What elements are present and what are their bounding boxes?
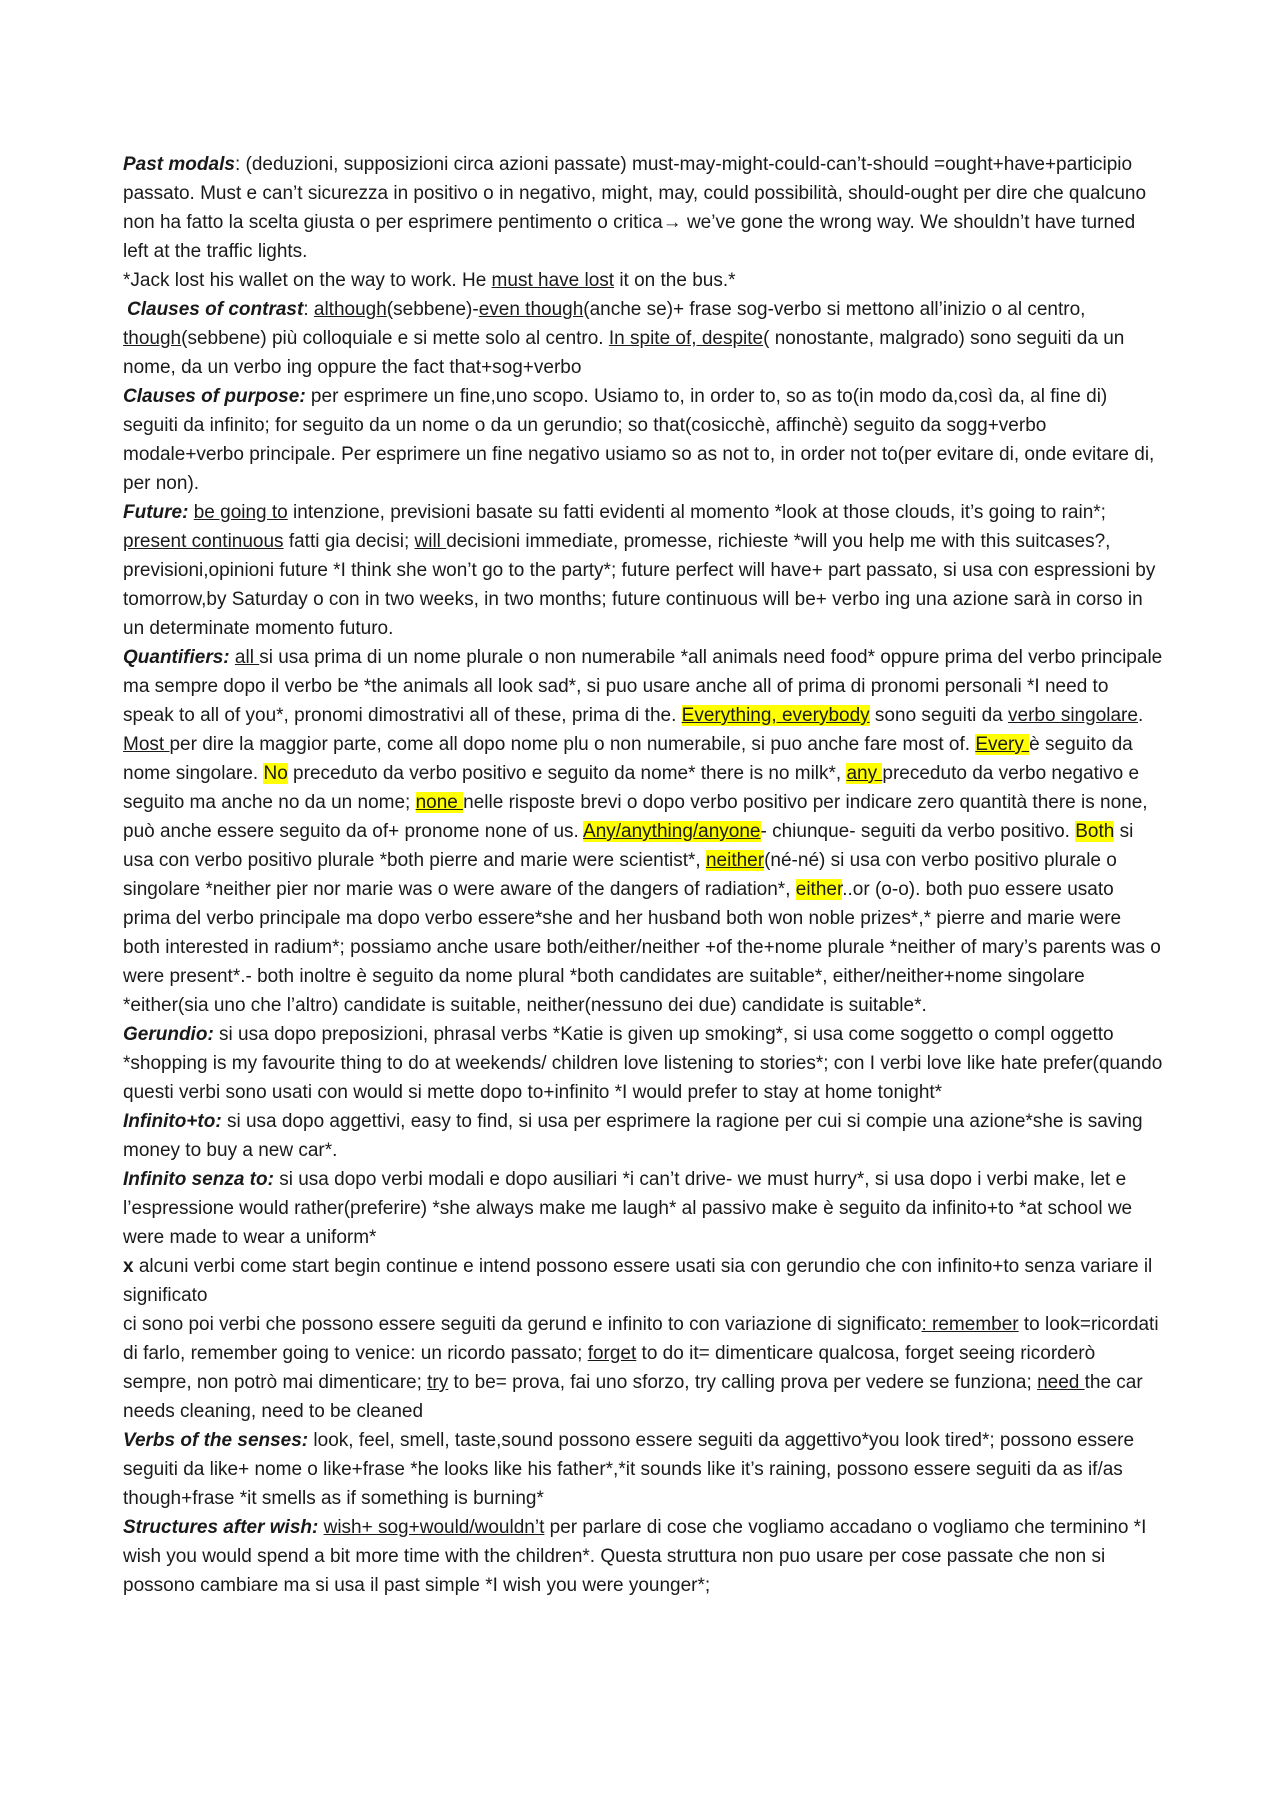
highlighted-term: No — [263, 763, 288, 784]
text-run: - chiunque- seguiti da verbo positivo. — [760, 821, 1076, 842]
underlined-term: Most — [123, 734, 170, 755]
text-run: preceduto da verbo negativo e seguito ma anche no da un nome; — [123, 763, 1140, 813]
underlined-term: need — [1037, 1372, 1085, 1393]
text-run: è seguito da nome singolare. — [123, 734, 1133, 784]
text-run: decisioni immediate, promesse, richieste *will you help me with this suitcases?, previsioni,opinioni future *I think she won’t go to the party*; future perfect will have+ part passato, si usa con espressioni by tomorrow,by Saturday o con in two weeks, in two months; future continuous will be+ verbo ing una azione sarà in corso in un determinate momento futuro. — [123, 531, 1156, 639]
section-heading: Infinito senza to: — [123, 1169, 274, 1190]
para-past-modals — [123, 150, 1163, 266]
text-run: (anche se)+ frase sog-verbo si mettono all’inizio o al centro, — [583, 299, 1086, 320]
text-run: si usa prima di un nome plurale o non numerabile *all animals need food* oppure prima del verbo principale ma sempre dopo il verbo be *the animals all look sad*, si puo usare anche all of prima di pronomi personali *I need to speak to all of you*, pronomi dimostrativi all of these, prima di the. — [123, 647, 1163, 726]
para-clauses-of-contrast — [123, 295, 1163, 382]
section-heading: Verbs of the senses: — [123, 1430, 309, 1451]
underlined-term: present continuous — [123, 531, 284, 552]
text-run: (né-né) si usa con verbo positivo plurale o singolare *neither pier nor marie was o were aware of the dangers of radiation*, — [123, 850, 1117, 900]
text-run: intenzione, previsioni basate su fatti evidenti al momento *look at those clouds, it’s going to rain*; — [287, 502, 1106, 523]
highlighted-term: Both — [1075, 821, 1115, 842]
para-past-modals-example — [123, 266, 1163, 295]
para-verbs-variation — [123, 1310, 1163, 1426]
para-quantifiers — [123, 643, 1163, 1020]
underlined-term: wish+ sog+would/wouldn’t — [323, 1517, 545, 1538]
section-heading: Clauses of contrast — [127, 299, 304, 320]
text-run: si usa dopo verbi modali e dopo ausiliari *i can’t drive- we must hurry*, si usa dopo i verbi make, let e l’espressione would rather(preferire) *she always make me laugh* al passivo make è seguito da infinito+to *at school we were made to wear a uniform* — [123, 1169, 1133, 1248]
text-run: si usa con verbo positivo plurale *both pierre and marie were scientist*, — [123, 821, 1134, 871]
section-heading: Quantifiers: — [123, 647, 230, 668]
text-run: preceduto da verbo positivo e seguito da nome* there is no milk*, — [287, 763, 847, 784]
section-heading: Clauses of purpose: — [123, 386, 306, 407]
para-note-start-begin — [123, 1252, 1163, 1310]
underlined-term: : remember — [921, 1314, 1019, 1335]
text-run: to look=ricordati di farlo, remember going to venice: un ricordo passato; — [123, 1314, 1159, 1364]
section-heading: Structures after wish: — [123, 1517, 319, 1538]
underlined-term: In spite of, despite — [608, 328, 764, 349]
highlighted-term: Every — [975, 734, 1030, 755]
section-heading: Future: — [123, 502, 189, 523]
text-run: (sebbene) più colloquiale e si mette solo al centro. — [181, 328, 609, 349]
para-clauses-of-purpose — [123, 382, 1163, 498]
text-run: per esprimere un fine,uno scopo. Usiamo to, in order to, so as to(in modo da,così da, al fine di) seguiti da infinito; for seguito da un nome o da un gerundio; so that(cosicchè, affinchè) seguito da sogg+verbo modale+verbo principale. Per esprimere un fine negativo usiamo so as not to, in order not to(per evitare di, onde evitare di, per non). — [123, 386, 1155, 494]
para-gerundio — [123, 1020, 1163, 1107]
text-run: si usa dopo preposizioni, phrasal verbs *Katie is given up smoking*, si usa come soggetto o compl oggetto *shopping is my favourite thing to do at weekends/ children love listening to stories*; con I verbi love like hate prefer(quando questi verbi sono usati con would si mette dopo to+infinito *I would prefer to stay at home tonight* — [123, 1024, 1163, 1103]
para-infinito-to — [123, 1107, 1163, 1165]
underlined-term: although — [313, 299, 387, 320]
text-run: *Jack lost his wallet on the way to work. He — [123, 270, 492, 291]
para-infinito-senza-to — [123, 1165, 1163, 1252]
bold-marker: x — [123, 1256, 134, 1277]
para-future — [123, 498, 1163, 643]
highlighted-term: any — [846, 763, 883, 784]
para-structures-after-wish — [123, 1513, 1163, 1600]
text-run: look, feel, smell, taste,sound possono essere seguiti da aggettivo*you look tired*; possono essere seguiti da like+ nome o like+frase *he looks like his father*,*it sounds like it’s raining, possono essere seguiti da as if/as though+frase *it smells as if something is burning* — [123, 1430, 1135, 1509]
text-run: ..or (o-o). both puo essere usato prima del verbo principale ma dopo verbo essere*she and her husband both won noble prizes*,* pierre and marie were both interested in radium*; possiamo anche usare both/either/neither +of the+nome plurale *neither of mary’s parents was o were present*.- both inoltre è seguito da nome plural *both candidates are suitable*, either/neither+nome singolare *either(sia uno che l’altro) candidate is suitable, neither(nessuno dei due) candidate is suitable*. — [123, 879, 1161, 1016]
highlighted-term: none — [415, 792, 464, 813]
text-run: ci sono poi verbi che possono essere seguiti da gerund e infinito to con variazione di significato — [123, 1314, 922, 1335]
underlined-term: all — [234, 647, 260, 668]
section-heading: Past modals — [123, 154, 235, 175]
para-verbs-of-senses — [123, 1426, 1163, 1513]
underlined-term: verbo singolare — [1008, 705, 1138, 726]
text-run: sono seguiti da — [869, 705, 1009, 726]
text-run: per dire la maggior parte, come all dopo nome plu o non numerabile, si puo anche fare most of. — [169, 734, 976, 755]
underlined-term: even though — [478, 299, 584, 320]
underlined-term: try — [427, 1372, 449, 1393]
text-run: it on the bus.* — [614, 270, 736, 291]
underlined-term: must have lost — [491, 270, 615, 291]
text-run: . — [1137, 705, 1144, 726]
underlined-term: though — [123, 328, 182, 349]
document-page — [123, 150, 1163, 1600]
underlined-term: will — [414, 531, 447, 552]
highlighted-term: Any/anything/anyone — [583, 821, 761, 842]
text-run: alcuni verbi come start begin continue e intend possono essere usati sia con gerundio che con infinito+to senza variare il significato — [123, 1256, 1153, 1306]
section-heading: Gerundio: — [123, 1024, 214, 1045]
text-run: (sebbene)- — [386, 299, 479, 320]
highlighted-term: neither — [705, 850, 765, 871]
highlighted-term: Everything, everybody — [681, 705, 870, 726]
text-run: ( nonostante, malgrado) sono seguiti da un nome, da un verbo ing oppure the fact that+sog+verbo — [123, 328, 1125, 378]
text-run: : (deduzioni, supposizioni circa azioni passate) must-may-might-could-can’t-should =ought+have+participio passato. Must e can’t sicurezza in positivo o in negativo, might, may, could possibilità, should-ought per dire che qualcuno non ha fatto la scelta giusta o per esprimere pentimento o critica→ we’ve gone the wrong way. We shouldn’t have turned left at the traffic lights. — [123, 154, 1147, 262]
section-heading: Infinito+to: — [123, 1111, 222, 1132]
highlighted-term: either — [795, 879, 843, 900]
text-run: to be= prova, fai uno sforzo, try calling prova per vedere se funziona; — [448, 1372, 1038, 1393]
text-run: to do it= dimenticare qualcosa, forget seeing ricorderò sempre, non potrò mai dimenticare; — [123, 1343, 1096, 1393]
text-run: the car needs cleaning, need to be cleaned — [123, 1372, 1143, 1422]
text-run: : — [303, 299, 314, 320]
text-run: fatti gia decisi; — [283, 531, 415, 552]
text-run: per parlare di cose che vogliamo accadano o vogliamo che terminino *I wish you would spend a bit more time with the children*. Questa struttura non puo usare per cose passate che non si possono cambiare ma si usa il past simple *I wish you were younger*; — [123, 1517, 1147, 1596]
text-run: si usa dopo aggettivi, easy to find, si usa per esprimere la ragione per cui si compie una azione*she is saving money to buy a new car*. — [123, 1111, 1143, 1161]
underlined-term: forget — [587, 1343, 637, 1364]
text-run: nelle risposte brevi o dopo verbo positivo per indicare zero quantità there is none, può anche essere seguito da of+ pronome none of us. — [123, 792, 1148, 842]
underlined-term: be going to — [193, 502, 288, 523]
